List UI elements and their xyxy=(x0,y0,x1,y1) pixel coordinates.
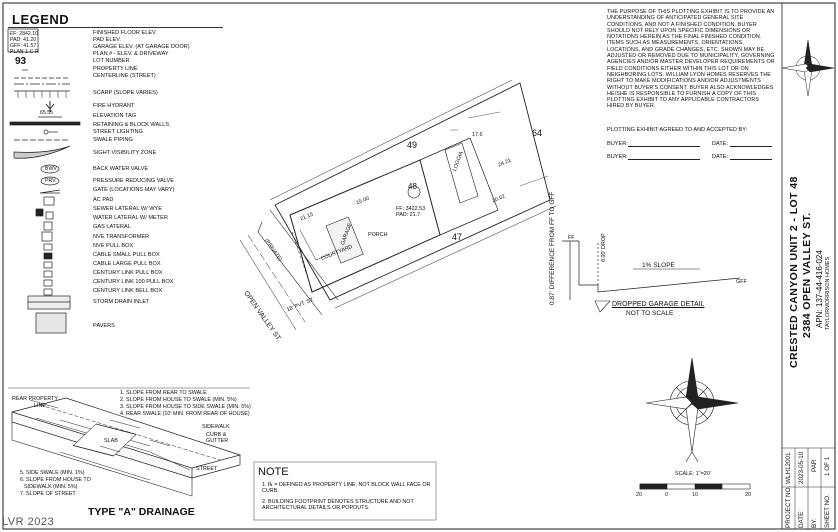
rear-property-label: REAR PROPERTY xyxy=(12,396,59,402)
legend-tag-plan: PLAN 1-C-R xyxy=(10,49,39,55)
lot-48-label: 48 xyxy=(408,182,417,191)
garage-diff-label: 0.87' DIFFERENCE FROM FF TO GFF xyxy=(549,191,556,305)
disclaimer-text: THE PURPOSE OF THIS PLOTTING EXHIBIT IS TO PROVIDE AN UNDERSTANDING OF ANTICIPATED GENERAL SITE CONDITIONS, AND NOT A FINISHED CONDITION. BUYER SHOULD NOT RELY UPON SPECIFIC DIMENSIONS OR NOTATIONS HEREIN AS THE FINAL FINISHED CONDITION. ITEMS SUCH AS MEASUREMENTS, ORIENTATIONS, LOCATIONS, AND GRADE CHANGES, ETC. SHOWN MAY BE ADJUSTED OR REMOVED DUE TO MUNICIPALITY, GOVERNING AGENCIES AND/OR MASTER DEVELOPER REQUIREMENTS OR FIELD CONDITIONS EITHER WITHIN THIS LOT OR ON NEIGHBORING LOTS. WILLIAM LYON HOMES RESERVES THE RIGHT TO MAKE MODIFICATIONS AND/OR ADJUSTMENTS WITHOUT BUYER'S CONSENT. BUYER ALSO ACKNOWLEDGES HE/SHE IS RESPONSIBLE TO FURNISH A COPY OF THIS PLOTTING EXHIBIT TO ANY APPLICABLE CONTRACTORS HIRED BY BUYER. xyxy=(607,9,775,110)
dim-label: 21.15 xyxy=(299,211,315,223)
north-arrow-large xyxy=(646,358,738,462)
garage-label: GARAGE xyxy=(340,222,354,247)
legend-item: WATER LATERAL W/ METER xyxy=(93,215,168,221)
scale-tick: 20 xyxy=(745,492,751,498)
legend-item: PRESSURE REDUCING VALVE xyxy=(93,178,174,184)
lot-49-label: 49 xyxy=(407,140,418,150)
drainage-heading: TYPE "A" DRAINAGE xyxy=(88,506,195,518)
scale-tick: 10 xyxy=(692,492,698,498)
date-label: DATE: xyxy=(798,509,805,528)
legend-item: GAS LATERAL xyxy=(93,224,131,230)
legend-divider xyxy=(8,27,223,28)
legend-symbols xyxy=(8,29,80,333)
loggia-label: LOGGIA xyxy=(452,150,465,173)
plan-pad: PAD: 21.7 xyxy=(396,212,421,218)
date-label: DATE: xyxy=(712,154,729,160)
project-title: CRESTED CANYON UNIT 2 - LOT 48 xyxy=(788,176,800,368)
drainage-bottom-note: SIDEWALK (MIN. 5%) xyxy=(24,484,78,490)
garage-drop-label: 8.00' DROP xyxy=(601,233,607,262)
rear-property-label-2: LINE xyxy=(34,403,46,409)
legend-tag-pad: PAD: 41.20 xyxy=(10,37,37,43)
legend-prv-sym: PRV xyxy=(45,178,56,184)
legend-item: NVE PULL BOX xyxy=(93,243,134,249)
legend-item: FINISHED FLOOR ELEV. xyxy=(93,30,157,36)
drainage-bottom-note: 6. SLOPE FROM HOUSE TO xyxy=(20,477,91,483)
drainage-bottom-note: 5. SIDE SWALE (MIN. 1%) xyxy=(20,470,85,476)
legend-item: CABLE LARGE PULL BOX xyxy=(93,261,161,267)
legend-item: CENTURY LINK 100 PULL BOX xyxy=(93,279,174,285)
street-name: OPEN VALLEY ST. xyxy=(242,290,283,343)
porch-label: PORCH xyxy=(368,232,388,238)
legend-item: PLAN # - ELEV. & DRIVEWAY xyxy=(93,51,169,57)
dim-label: 20.02 xyxy=(491,193,507,205)
street-note: (PRIVATE) xyxy=(263,238,283,263)
drainage-note: 4. REAR SWALE (10' MIN. FROM REAR OF HOUSE) xyxy=(120,411,250,417)
dim-label: 24.21 xyxy=(497,157,513,169)
buyer-label: BUYER: xyxy=(607,141,628,147)
legend-item: GARAGE ELEV. (AT GARAGE DOOR) xyxy=(93,44,190,50)
date-value: 2023-05-10 xyxy=(798,451,805,484)
drainage-bottom-note: 7. SLOPE OF STREET xyxy=(20,491,76,497)
date-signature-line[interactable] xyxy=(730,146,772,147)
by-label: BY: xyxy=(811,518,818,528)
legend-item: STREET LIGHTING xyxy=(93,129,143,135)
project-no-label: PROJECT NO. xyxy=(785,485,792,528)
legend-item: SEWER LATERAL W/ WYE xyxy=(93,206,162,212)
garage-ff-label: FF xyxy=(568,235,575,241)
legend-tag-ff: FF: 2842.10 xyxy=(10,31,38,37)
legend-item: NVE TRANSFORMER xyxy=(93,234,150,240)
courtyard-label: COURTYARD xyxy=(320,243,354,263)
date-label: DATE: xyxy=(712,141,729,147)
agreement-label: PLOTTING EXHIBIT AGREED TO AND ACCEPTED BY: xyxy=(607,127,748,133)
legend-bwv-sym: BWV xyxy=(45,166,57,172)
garage-detail-title: DROPPED GARAGE DETAIL xyxy=(612,301,705,308)
watermark: LVR 2023 xyxy=(2,516,55,528)
north-arrow-small xyxy=(782,40,834,96)
note-heading: NOTE xyxy=(258,466,289,478)
buyer-signature-line[interactable] xyxy=(628,146,700,147)
lot-47-label: 47 xyxy=(452,232,463,242)
legend-item: SWALE PIPING xyxy=(93,137,133,143)
legend-elev-tag-value: 65.55 xyxy=(40,110,53,116)
date-signature-line[interactable] xyxy=(730,159,772,160)
garage-detail-nts: NOT TO SCALE xyxy=(626,310,674,317)
buyer-label: BUYER: xyxy=(607,154,628,160)
dim-label: 15.00 xyxy=(355,195,371,207)
drainage-note: 1. SLOPE FROM REAR TO SWALE xyxy=(120,390,207,396)
sheet-value: 1 OF 1 xyxy=(824,456,831,476)
legend-item: RETAINING & BLOCK WALLS xyxy=(93,122,170,128)
project-address: 2384 OPEN VALLEY ST. xyxy=(801,212,813,338)
scale-tick: 0 xyxy=(665,492,668,498)
by-value: PAR xyxy=(811,459,818,472)
legend-item: CENTURY LINK PULL BOX xyxy=(93,270,163,276)
garage-gff-label: GFF xyxy=(736,279,747,285)
drainage-note: 3. SLOPE FROM HOUSE TO SIDE SWALE (MIN. 5%) xyxy=(120,404,251,410)
plan-ff: FF: 3422.53 xyxy=(396,206,426,212)
slab-label: SLAB xyxy=(104,438,118,444)
legend-item: CABLE SMALL PULL BOX xyxy=(93,252,160,258)
legend-lot-number-sym: 93 xyxy=(15,56,27,67)
builder: TAYLORMORRISON HOMES xyxy=(825,256,831,330)
scale-label: SCALE: 1"=20' xyxy=(675,471,711,477)
scale-tick: 20 xyxy=(636,492,642,498)
gutter-label: GUTTER xyxy=(206,438,229,444)
legend-tag-gff: GFF: 41.57 xyxy=(10,43,37,49)
lot-64-label: 64 xyxy=(532,128,543,138)
legend-item: SCARP (SLOPE VARIES) xyxy=(93,90,158,96)
legend-item: BACK WATER VALVE xyxy=(93,166,149,172)
legend-item: CENTURY LINK BELL BOX xyxy=(93,288,163,294)
legend-item: FIRE HYDRANT xyxy=(93,103,135,109)
legend-item: AC PAD xyxy=(93,197,114,203)
legend-title: LEGEND xyxy=(12,12,70,27)
legend-item: STORM DRAIN INLET xyxy=(93,299,150,305)
sidewalk-label: SIDEWALK xyxy=(202,424,230,430)
row-label: 18' PVT. ST. xyxy=(285,296,316,314)
apn: APN: 137-44-416-024 xyxy=(815,250,824,328)
legend-item: PAVERS xyxy=(93,323,115,329)
garage-slope-label: 1% SLOPE xyxy=(642,262,675,269)
legend-item: ELEVATION TAG xyxy=(93,113,137,119)
legend-item: CENTERLINE (STREET) xyxy=(93,73,156,79)
drainage-note: 2. SLOPE FROM HOUSE TO SWALE (MIN. 5%) xyxy=(120,397,237,403)
project-no: WLH12001 xyxy=(785,452,792,484)
scale-bar xyxy=(640,484,750,489)
dim-label: 17.6 xyxy=(472,132,483,138)
legend-item: PAD ELEV. xyxy=(93,37,121,43)
street-label: STREET xyxy=(196,466,218,472)
legend-item: SIGHT VISIBILITY ZONE xyxy=(93,150,157,156)
legend-item: GATE (LOCATIONS MAY VARY) xyxy=(93,187,175,193)
note-item: 2. BUILDING FOOTPRINT DENOTES STRUCTURE AND NOT ARCHITECTURAL DETAILS OR POPOUTS. xyxy=(262,499,414,511)
legend-item: PROPERTY LINE xyxy=(93,66,138,72)
buyer-signature-line[interactable] xyxy=(628,159,700,160)
sheet-label: SHEET NO. xyxy=(824,494,831,528)
legend-item: LOT NUMBER xyxy=(93,58,130,64)
site-plan xyxy=(240,80,556,330)
note-item: 1. ℞ = DEFINED AS PROPERTY LINE, NOT BLOCK WALL FACE OR CURB. xyxy=(262,482,431,494)
curb-label: CURB & xyxy=(206,432,227,438)
